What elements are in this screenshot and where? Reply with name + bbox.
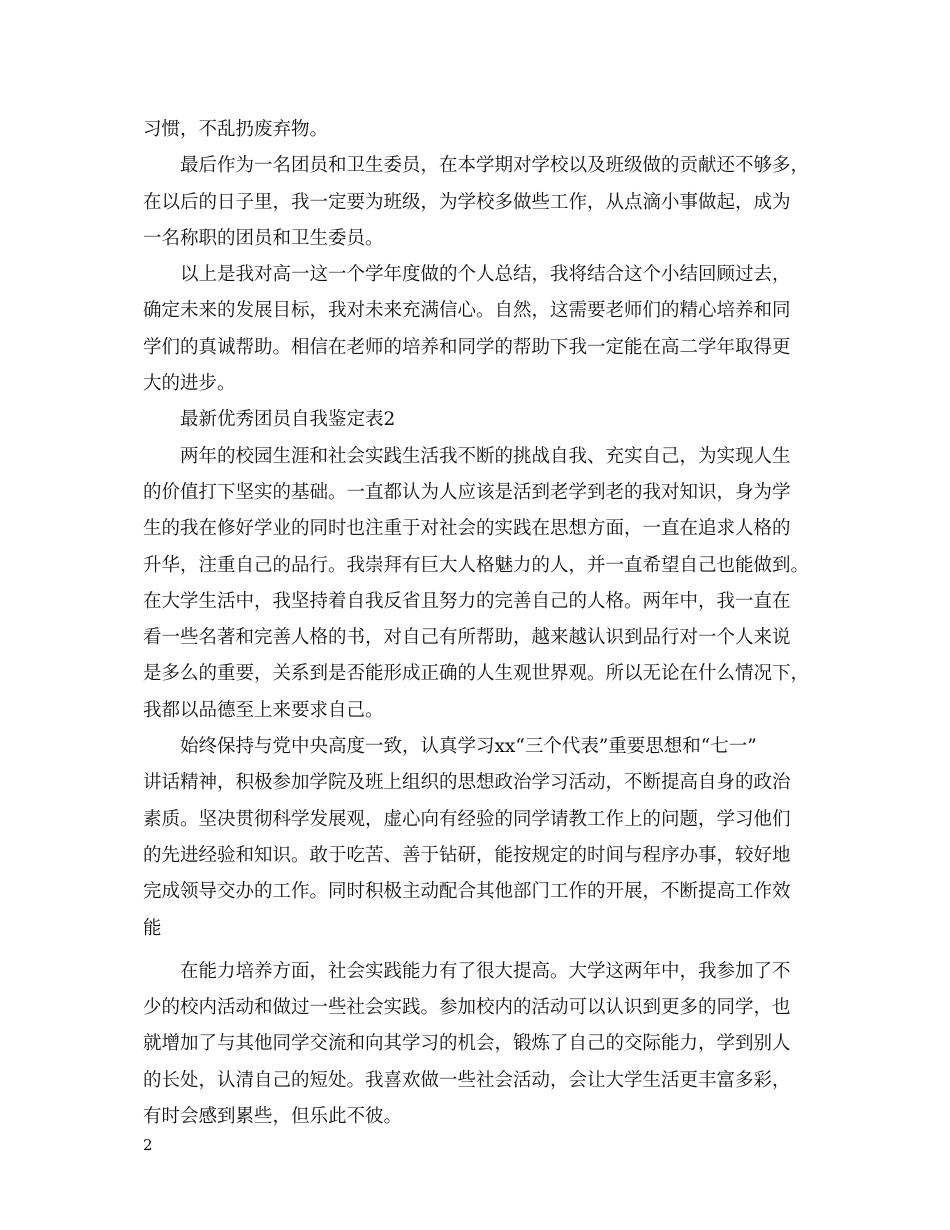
page-number: 2 [143, 1136, 153, 1154]
text-line: 学们的真诚帮助。相信在老师的培养和同学的帮助下我一定能在高二学年取得更 [143, 336, 791, 358]
text-line: 少的校内活动和做过一些社会实践。参加校内的活动可以认识到更多的同学，也 [143, 997, 791, 1019]
text-line: 两年的校园生涯和社会实践生活我不断的挑战自我、充实自己，为实现人生 [180, 445, 791, 467]
text-line: 能 [143, 917, 162, 939]
text-line: 一名称职的团员和卫生委员。 [143, 227, 384, 249]
text-line: 看一些名著和完善人格的书，对自己有所帮助，越来越认识到品行对一个人来说 [143, 627, 791, 649]
text-line: 的价值打下坚实的基础。一直都认为人应该是活到老学到老的我对知识，身为学 [143, 481, 791, 503]
text-line: 在能力培养方面，社会实践能力有了很大提高。大学这两年中，我参加了不 [180, 960, 791, 982]
text-line: 最后作为一名团员和卫生委员，在本学期对学校以及班级做的贡献还不够多， [180, 155, 810, 177]
text-line: 完成领导交办的工作。同时积极主动配合其他部门工作的开展，不断提高工作效 [143, 881, 791, 903]
text-line: 就增加了与其他同学交流和向其学习的机会，锻炼了自己的交际能力，学到别人 [143, 1033, 791, 1055]
text-line: 的先进经验和知识。敢于吃苦、善于钻研，能按规定的时间与程序办事，较好地 [143, 844, 791, 866]
text-line: 素质。坚决贯彻科学发展观，虚心向有经验的同学请教工作上的问题，学习他们 [143, 808, 791, 830]
text-line: 讲话精神，积极参加学院及班上组织的思想政治学习活动，不断提高自身的政治 [143, 772, 791, 794]
text-line: 生的我在修好学业的同时也注重于对社会的实践在思想方面，一直在追求人格的 [143, 518, 791, 540]
text-line: 有时会感到累些，但乐此不彼。 [143, 1106, 403, 1128]
section-heading: 最新优秀团员自我鉴定表2 [180, 409, 396, 431]
text-line: 的长处，认清自己的短处。我喜欢做一些社会活动，会让大学生活更丰富多彩， [143, 1069, 791, 1091]
text-line: 大的进步。 [143, 373, 236, 395]
text-line: 以上是我对高一这一个学年度做的个人总结，我将结合这个小结回顾过去， [180, 264, 791, 286]
text-line: 我都以品德至上来要求自己。 [143, 699, 384, 721]
text-line: 确定未来的发展目标，我对未来充满信心。自然，这需要老师们的精心培养和同 [143, 300, 791, 322]
body-text [143, 112, 809, 1135]
text-line: 在以后的日子里，我一定要为班级，为学校多做些工作，从点滴小事做起，成为 [143, 191, 791, 213]
text-line: 始终保持与党中央高度一致，认真学习xx“三个代表”重要思想和“七一” [180, 736, 757, 758]
text-line: 是多么的重要，关系到是否能形成正确的人生观世界观。所以无论在什么情况下， [143, 663, 810, 685]
text-line: 在大学生活中，我坚持着自我反省且努力的完善自己的人格。两年中，我一直在 [143, 590, 791, 612]
text-line: 习惯，不乱扔废弃物。 [143, 119, 329, 140]
text-line: 升华，注重自己的品行。我崇拜有巨大人格魅力的人，并一直希望自己也能做到。 [143, 554, 810, 576]
